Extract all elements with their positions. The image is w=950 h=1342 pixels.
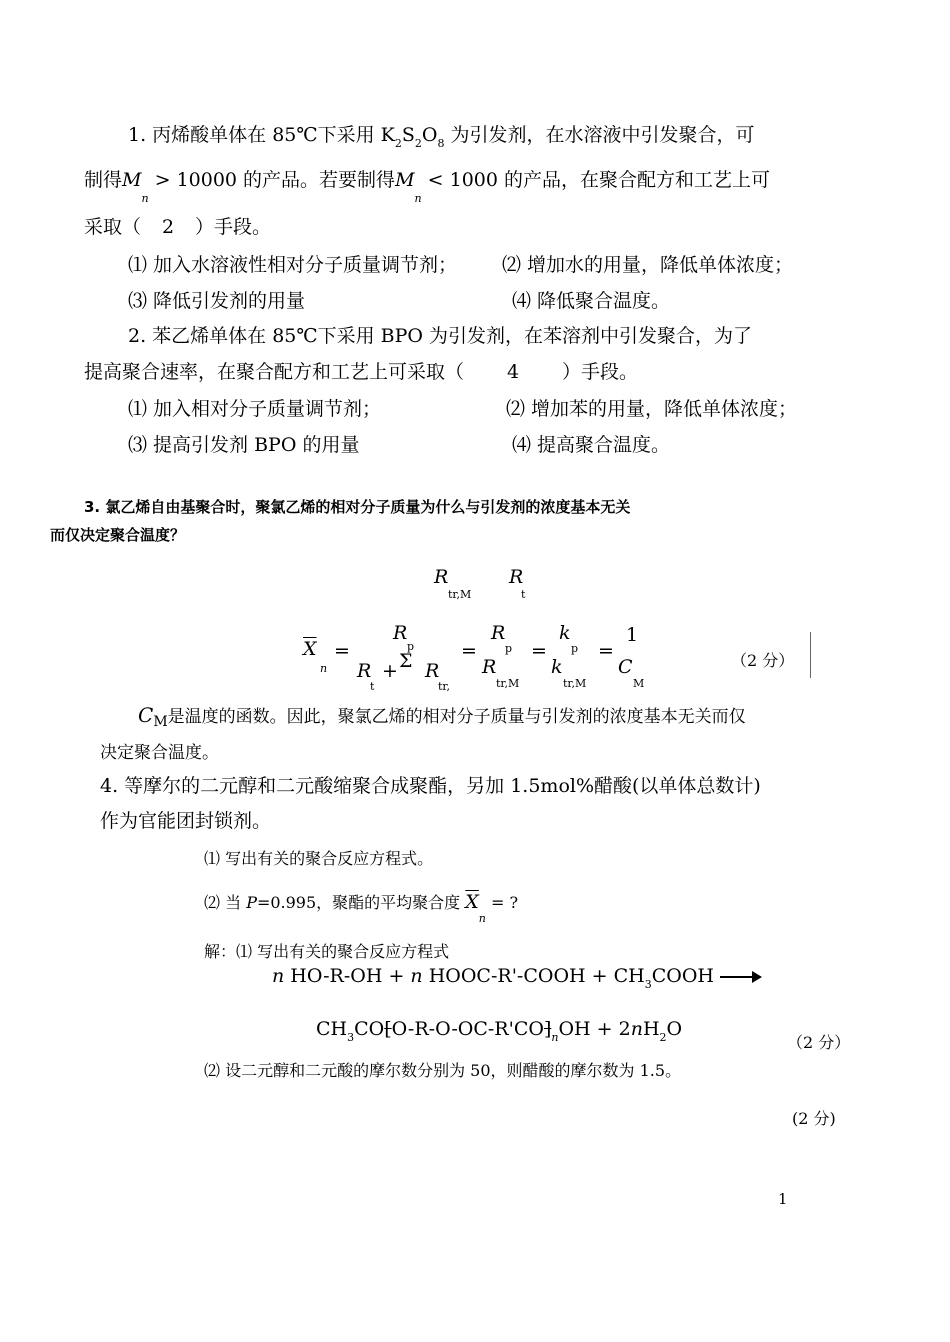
formula-rtrm: R xyxy=(482,656,497,678)
page-number: 1 xyxy=(778,1190,788,1208)
q4-sub1: ⑴ 写出有关的聚合反应方程式。 xyxy=(204,849,434,868)
q1-option-2: ⑵ 增加水的用量，降低单体浓度； xyxy=(502,254,794,276)
formula-kp-sub: p xyxy=(571,642,579,655)
q2-option-1: ⑴ 加入相对分子质量调节剂； xyxy=(128,398,382,420)
q4-solution-2: ⑵ 设二元醇和二元酸的摩尔数分别为 50，则醋酸的摩尔数为 1.5。 xyxy=(204,1061,682,1080)
q4-line2: 作为官能团封锁剂。 xyxy=(100,810,272,832)
q3-title-line1: 3. 氯乙烯自由基聚合时，聚氯乙烯的相对分子质量为什么与引发剂的浓度基本无关 xyxy=(84,498,631,516)
q2-line2: 提高聚合速率，在聚合配方和工艺上可采取（ 4 ）手段。 xyxy=(84,361,639,383)
formula-rtr: R xyxy=(425,660,440,682)
q2-option-3: ⑶ 提高引发剂 BPO 的用量 xyxy=(128,434,360,456)
formula-rtr-sub: tr, xyxy=(438,680,450,693)
q4-sub2: ⑵ 当 P=0.995，聚酯的平均聚合度 $X_n$ = ? xyxy=(204,891,519,925)
formula-rp2: R xyxy=(491,622,506,644)
q3-title-line2: 而仅决定聚合温度？ xyxy=(50,526,186,544)
formula-sigma: Σ xyxy=(399,650,413,672)
q1-line3: 采取（ 2 ）手段。 xyxy=(84,216,272,238)
formula-cm: C xyxy=(618,656,633,678)
q2-option-2: ⑵ 增加苯的用量，降低单体浓度； xyxy=(506,398,798,420)
q2-line1: 2. 苯乙烯单体在 85℃下采用 BPO 为引发剂，在苯溶剂中引发聚合，为了 xyxy=(128,325,753,347)
q4-equation-2: $CH_3CO[O-R-O-OC-R'CO]_nOH + 2nH_2O$ xyxy=(316,1018,683,1044)
formula-eq-3: = xyxy=(531,640,547,662)
q2-answer: 4 xyxy=(506,361,520,383)
formula-r-trm-top-sub: tr,M xyxy=(448,588,472,601)
formula-eq-2: = xyxy=(461,640,477,662)
formula-score: （2 分） xyxy=(731,651,795,670)
formula-r-t-top: R xyxy=(509,566,524,588)
formula-rp2-sub: p xyxy=(505,642,513,655)
formula-rtrm-sub: tr,M xyxy=(496,677,520,690)
q1-line2: 制得$M_n > 10000$ 的产品。若要制得$M_n < 1000$ 的产品，在聚合配方和工艺上可 xyxy=(84,169,771,205)
q2-option-4: ⑷ 提高聚合温度。 xyxy=(512,434,671,456)
formula-eq-4: = xyxy=(598,640,614,662)
formula-r-t-top-sub: t xyxy=(521,588,526,601)
formula-x: X xyxy=(303,638,317,660)
q4-score-2: (2 分) xyxy=(792,1109,836,1128)
formula-rp-sub: p xyxy=(407,640,415,653)
formula-ktrm: k xyxy=(551,656,563,678)
q1-option-1: ⑴ 加入水溶液性相对分子质量调节剂； xyxy=(128,254,458,276)
q1-option-3: ⑶ 降低引发剂的用量 xyxy=(128,290,306,312)
formula-kp: k xyxy=(559,622,571,644)
formula-rp: R xyxy=(393,622,408,644)
q4-line1: 4. 等摩尔的二元醇和二元酸缩聚合成聚酯，另加 1.5mol%醋酸(以单体总数计) xyxy=(100,775,761,797)
q1-line1: 1. 丙烯酸单体在 85℃下采用 $K_2S_2O_8$ 为引发剂，在水溶液中引发聚合，可 xyxy=(128,124,755,150)
formula-r-trm-top: R xyxy=(434,566,449,588)
margin-line xyxy=(810,632,811,678)
q1-answer: 2 xyxy=(161,216,175,238)
formula-cm-sub: M xyxy=(633,677,645,690)
formula-x-sub: n xyxy=(320,662,328,675)
q3-answer-line1: $C_M$是温度的函数。因此，聚氯乙烯的相对分子质量与引发剂的浓度基本无关而仅 xyxy=(138,703,746,730)
formula-one: 1 xyxy=(626,624,639,646)
formula-rt: R xyxy=(357,660,372,682)
reaction-arrow-icon xyxy=(720,976,760,978)
formula-rt-sub: t xyxy=(370,680,375,693)
q1-option-4: ⑷ 降低聚合温度。 xyxy=(512,290,671,312)
q4-score-1: （2 分） xyxy=(787,1033,851,1052)
formula-ktrm-sub: tr,M xyxy=(563,677,587,690)
q4-equation-1: n HO-R-OH + n HOOC-R'-COOH + $CH_3COOH$ xyxy=(272,965,760,987)
q3-answer-line2: 决定聚合温度。 xyxy=(100,743,219,763)
q4-solution-1: 解：⑴ 写出有关的聚合反应方程式 xyxy=(204,942,450,961)
formula-plus: + xyxy=(382,660,398,682)
formula-eq-1: = xyxy=(334,640,350,662)
